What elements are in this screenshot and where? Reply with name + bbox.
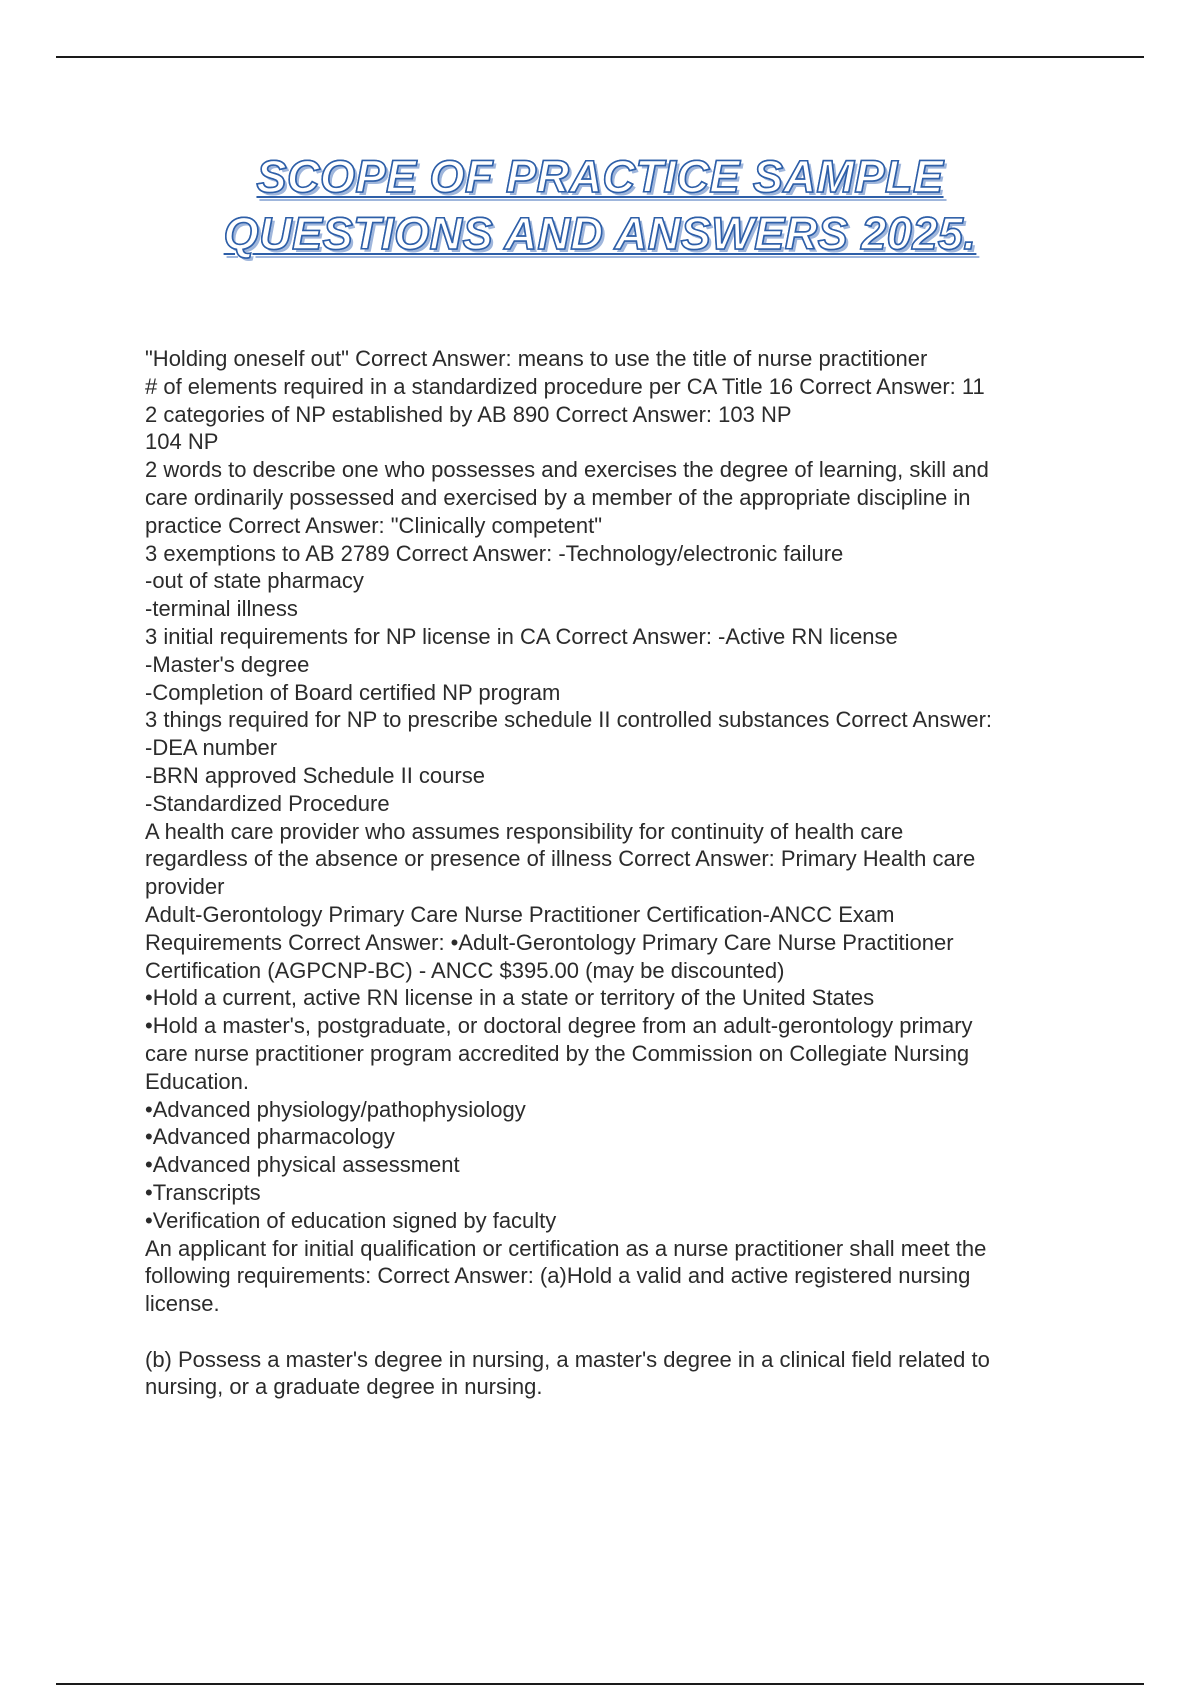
text-line: Certification (AGPCNP-BC) - ANCC $395.00 (may be discounted) [145,957,785,983]
title-line-1: SCOPE OF PRACTICE SAMPLE [256,151,944,202]
text-line: Requirements Correct Answer: •Adult-Gerontology Primary Care Nurse Practitioner [145,929,954,955]
footer-rule [56,1683,1144,1685]
text-line: •Advanced physiology/pathophysiology [145,1096,526,1122]
text-line: -terminal illness [145,596,298,622]
text-line: care ordinarily possessed and exercised by a member of the appropriate discipline in [145,484,971,510]
text-line: 2 words to describe one who possesses and exercises the degree of learning, skill and [145,457,989,483]
text-line: # of elements required in a standardized procedure per CA Title 16 Correct Answer: 11 [145,373,985,399]
text-line: license. [145,1291,220,1317]
text-line: •Transcripts [145,1179,261,1205]
text-line: following requirements: Correct Answer: (a)Hold a valid and active registered nursing [145,1263,971,1289]
text-line: regardless of the absence or presence of illness Correct Answer: Primary Health care [145,846,976,872]
text-line: -DEA number [145,735,278,761]
text-line: An applicant for initial qualification or certification as a nurse practitioner shall meet the [145,1235,987,1261]
text-line: Education. [145,1068,249,1094]
text-line: •Verification of education signed by faculty [145,1207,557,1233]
text-line: -out of state pharmacy [145,568,364,594]
text-line: 3 things required for NP to prescribe schedule II controlled substances Correct Answer: [145,707,993,733]
document-title [100,148,1100,262]
text-line: •Advanced pharmacology [145,1124,395,1150]
text-line: care nurse practitioner program accredited by the Commission on Collegiate Nursing [145,1040,970,1066]
text-line: -Completion of Board certified NP program [145,679,561,705]
text-line: Adult-Gerontology Primary Care Nurse Practitioner Certification-ANCC Exam [145,901,895,927]
header-rule [56,56,1144,58]
title-line-2: QUESTIONS AND ANSWERS 2025. [223,208,977,259]
text-line: "Holding oneself out" Correct Answer: means to use the title of nurse practitioner [145,346,928,371]
text-line: •Hold a master's, postgraduate, or doctoral degree from an adult-gerontology primary [145,1013,973,1039]
text-line: A health care provider who assumes responsibility for continuity of health care [145,818,904,844]
text-line: •Hold a current, active RN license in a state or territory of the United States [145,985,875,1011]
text-line: -Standardized Procedure [145,790,390,816]
text-line: -Master's degree [145,651,310,677]
text-line: practice Correct Answer: "Clinically competent" [145,512,603,538]
text-line: 2 categories of NP established by AB 890 Correct Answer: 103 NP [145,401,792,427]
text-line: (b) Possess a master's degree in nursing, a master's degree in a clinical field related to [145,1346,990,1372]
blank-line [145,1318,1095,1346]
text-line: -BRN approved Schedule II course [145,762,485,788]
text-line: 104 NP [145,429,219,455]
document-body [145,345,1095,1401]
text-line: provider [145,874,225,900]
text-line: 3 exemptions to AB 2789 Correct Answer: -Technology/electronic failure [145,540,844,566]
text-line: nursing, or a graduate degree in nursing. [145,1374,543,1400]
text-line: 3 initial requirements for NP license in CA Correct Answer: -Active RN license [145,623,898,649]
text-line: •Advanced physical assessment [145,1152,460,1178]
